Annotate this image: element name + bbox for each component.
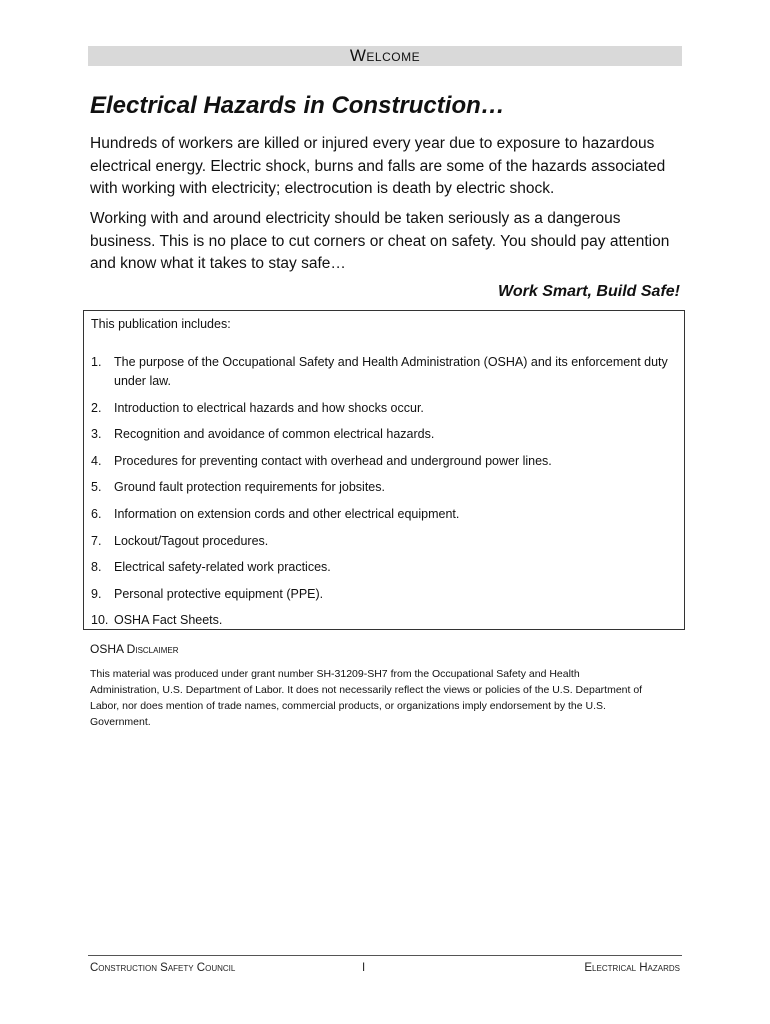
list-item-text: Personal protective equipment (PPE). [114, 586, 324, 601]
publication-includes-box [83, 310, 685, 630]
list-item-number: 3. [91, 427, 102, 442]
list-item-text: Recognition and avoidance of common electrical hazards. [114, 427, 435, 442]
includes-intro: This publication includes: [91, 317, 231, 331]
page-number: I [362, 962, 366, 974]
list-item-text: The purpose of the Occupational Safety and Health Administration (OSHA) and its enforcement duty under law. [114, 355, 668, 388]
list-item-number: 4. [91, 453, 102, 468]
list-item-text: Introduction to electrical hazards and how shocks occur. [114, 400, 424, 415]
list-item-text: OSHA Fact Sheets. [114, 613, 223, 628]
list-item-number: 5. [91, 480, 102, 495]
footer-divider [88, 955, 682, 956]
page-title: Electrical Hazards in Construction… [90, 92, 505, 119]
list-item-number: 10. [91, 613, 109, 628]
list-item-text: Ground fault protection requirements for jobsites. [114, 480, 385, 495]
list-item [91, 399, 671, 418]
list-item-text: Information on extension cords and other electrical equipment. [114, 506, 460, 521]
list-item-number: 8. [91, 560, 102, 575]
list-item [91, 585, 671, 604]
list-item [91, 505, 671, 524]
list-item [91, 353, 671, 391]
list-item [91, 452, 671, 471]
disclaimer-heading: OSHA Disclaimer [90, 642, 179, 656]
slogan: Work Smart, Build Safe! [498, 283, 680, 300]
list-item-number: 7. [91, 533, 102, 548]
disclaimer-body: This material was produced under grant number SH-31209-SH7 from the Occupational Safety and Health Administration, U.S. Department of Labor. It does not necessarily reflect the views or policies of the U.S. Department of Labor, nor does mention of trade names, commercial products, or organizations imply endorsement by the U.S. Government. [90, 668, 643, 728]
list-item [91, 611, 671, 630]
list-item [91, 425, 671, 444]
intro-paragraph-2: Working with and around electricity should be taken seriously as a dangerous business. This is no place to cut corners or cheat on safety. You should pay attention and know what it takes to stay safe… [90, 210, 670, 272]
list-item [91, 478, 671, 497]
list-item-text: Lockout/Tagout procedures. [114, 533, 269, 548]
page-footer [90, 962, 680, 978]
list-item-text: Electrical safety-related work practices. [114, 560, 331, 575]
list-item-number: 9. [91, 586, 102, 601]
list-item-number: 2. [91, 400, 102, 415]
footer-organization: Construction Safety Council [90, 962, 236, 974]
section-header-bar [88, 46, 682, 66]
includes-list [91, 353, 671, 638]
section-header-title: Welcome [349, 46, 421, 65]
list-item [91, 558, 671, 577]
intro-paragraph-1: Hundreds of workers are killed or injured every year due to exposure to hazardous electrical energy. Electric shock, burns and falls are some of the hazards associated with working with electricity; electrocution is death by electric shock. [90, 135, 666, 197]
list-item-number: 6. [91, 506, 102, 521]
list-item [91, 532, 671, 551]
list-item-text: Procedures for preventing contact with overhead and underground power lines. [114, 453, 552, 468]
list-item-number: 1. [91, 355, 102, 369]
footer-document-title: Electrical Hazards [584, 962, 680, 974]
